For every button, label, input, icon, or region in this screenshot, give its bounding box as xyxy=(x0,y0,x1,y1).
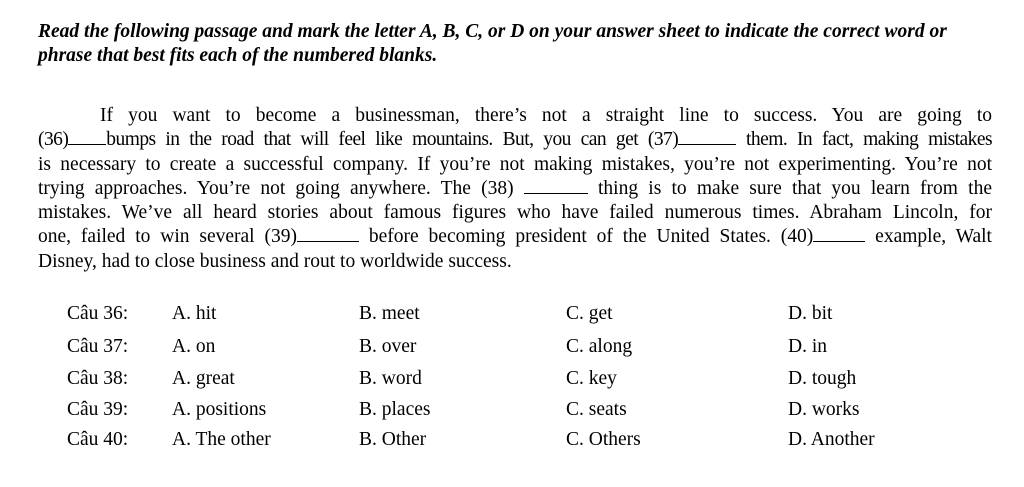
question-38-label: Câu 38: xyxy=(67,368,129,389)
passage-line-6-end: example, Walt xyxy=(865,226,992,248)
option-36-d[interactable]: D. bit xyxy=(788,303,833,324)
passage-line-4-end: thing is to make sure that you learn from the xyxy=(587,177,992,199)
option-39-b[interactable]: B. places xyxy=(359,399,431,420)
question-37-label: Câu 37: xyxy=(67,336,129,357)
option-36-a[interactable]: A. hit xyxy=(172,303,217,324)
option-39-c[interactable]: C. seats xyxy=(566,399,627,420)
blank-39 xyxy=(297,225,359,242)
option-37-c[interactable]: C. along xyxy=(566,336,633,357)
option-37-a[interactable]: A. on xyxy=(172,336,216,357)
question-39-label: Câu 39: xyxy=(67,399,129,420)
blank-37 xyxy=(678,128,736,145)
option-39-d[interactable]: D. works xyxy=(788,399,860,420)
passage-line-6-start: one, failed to win several (39) xyxy=(38,226,297,248)
passage-line-7: Disney, had to close business and rout to worldwide success. xyxy=(38,250,512,272)
passage-line-4 xyxy=(38,177,992,201)
option-38-d[interactable]: D. tough xyxy=(788,368,857,389)
option-40-d[interactable]: D. Another xyxy=(788,429,875,450)
instruction-heading: Read the following passage and mark the letter A, B, C, or D on your answer sheet to indicate the correct word or phrase that best fits each of the numbered blanks. xyxy=(38,21,947,66)
blank-36 xyxy=(68,128,106,145)
passage-line-6-mid: before becoming president of the United States. (40) xyxy=(358,226,814,248)
option-38-a[interactable]: A. great xyxy=(172,368,235,389)
option-37-d[interactable]: D. in xyxy=(788,336,827,357)
passage-line-5: mistakes. We’ve all heard stories about famous figures who have failed numerous times. Abraham Lincoln, for xyxy=(38,202,992,224)
passage-line-3: is necessary to create a successful company. If you’re not making mistakes, you’re not experimenting. You’re not xyxy=(38,153,992,175)
blank-38 xyxy=(524,177,588,194)
passage-line-2-text: bumps in the road that will feel like mountains. But, you can get (37) xyxy=(106,129,679,151)
passage-line-2 xyxy=(38,128,992,152)
option-37-b[interactable]: B. over xyxy=(359,336,417,357)
passage-line-6 xyxy=(38,225,992,249)
option-38-b[interactable]: B. word xyxy=(359,368,422,389)
option-36-b[interactable]: B. meet xyxy=(359,303,420,324)
blank-36-label: (36) xyxy=(38,129,69,151)
passage-line-1: If you want to become a businessman, there’s not a straight line to success. You are going to xyxy=(100,105,992,126)
option-38-c[interactable]: C. key xyxy=(566,368,617,389)
option-36-c[interactable]: C. get xyxy=(566,303,613,324)
option-40-a[interactable]: A. The other xyxy=(172,429,271,450)
option-40-c[interactable]: C. Others xyxy=(566,429,641,450)
question-36-label: Câu 36: xyxy=(67,303,129,324)
option-39-a[interactable]: A. positions xyxy=(172,399,267,420)
passage-line-2-end: them. In fact, making mistakes xyxy=(736,129,992,151)
blank-40 xyxy=(813,225,865,242)
option-40-b[interactable]: B. Other xyxy=(359,429,427,450)
passage xyxy=(38,104,992,274)
passage-line-4-start: trying approaches. You’re not going anywhere. The (38) xyxy=(38,177,524,199)
question-40-label: Câu 40: xyxy=(67,429,129,450)
